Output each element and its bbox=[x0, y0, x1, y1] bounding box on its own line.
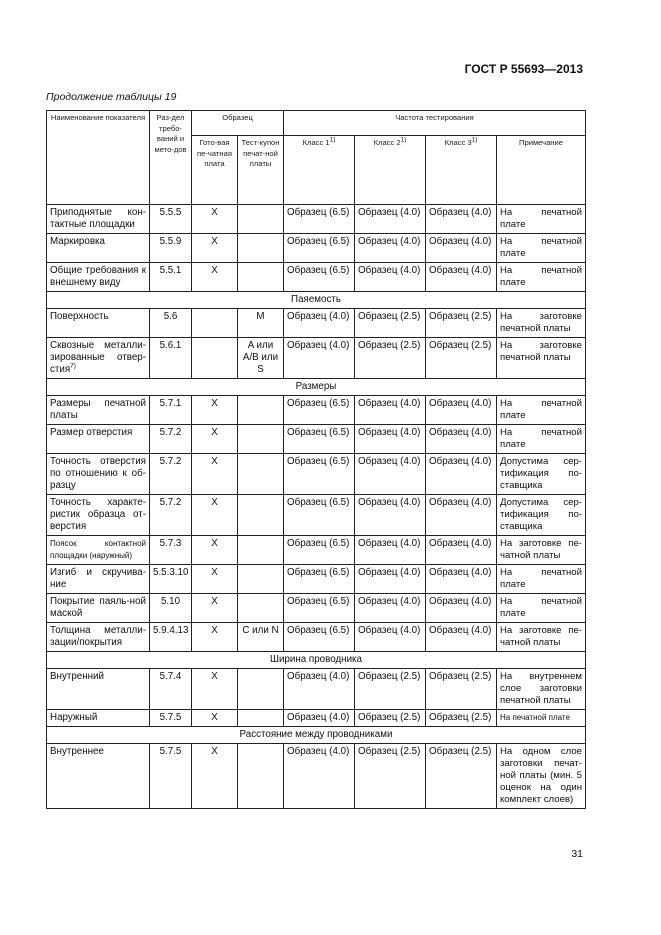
cell-sample-ready: X bbox=[192, 234, 238, 263]
cell-sample-coupon bbox=[238, 234, 284, 263]
cell-sample-coupon bbox=[238, 594, 284, 623]
cell-section: 5.7.1 bbox=[150, 396, 192, 425]
cell-sample-coupon bbox=[238, 425, 284, 454]
header-class-3-footnote: 1) bbox=[471, 136, 478, 144]
header-name: Наименование показателя bbox=[47, 111, 150, 205]
section-title: Паяемость bbox=[47, 292, 586, 309]
cell-sample-ready: X bbox=[192, 263, 238, 292]
cell-sample-ready: X bbox=[192, 205, 238, 234]
cell-section: 5.7.5 bbox=[150, 744, 192, 809]
cell-name: Внутренний bbox=[47, 669, 150, 710]
cell-section: 5.7.4 bbox=[150, 669, 192, 710]
cell-note: На внутреннем слое заготовки печатной платы bbox=[497, 669, 586, 710]
cell-sample-coupon bbox=[238, 263, 284, 292]
table-row bbox=[47, 594, 586, 623]
cell-sample-coupon bbox=[238, 565, 284, 594]
cell-section: 5.6 bbox=[150, 309, 192, 338]
cell-sample-coupon bbox=[238, 536, 284, 565]
table-row bbox=[47, 396, 586, 425]
cell-name: Покрытие паяль-ной маской bbox=[47, 594, 150, 623]
header-class-3 bbox=[426, 136, 497, 205]
table-row bbox=[47, 454, 586, 495]
cell-class-3: Образец (4.0) bbox=[426, 565, 497, 594]
cell-class-3: Образец (4.0) bbox=[426, 454, 497, 495]
header-class-3-label: Класс 3 bbox=[444, 138, 472, 147]
cell-section: 5.5.9 bbox=[150, 234, 192, 263]
cell-class-3: Образец (4.0) bbox=[426, 536, 497, 565]
cell-class-1: Образец (6.5) bbox=[284, 234, 355, 263]
cell-class-2: Образец (4.0) bbox=[355, 234, 426, 263]
cell-class-2: Образец (4.0) bbox=[355, 536, 426, 565]
cell-class-1: Образец (6.5) bbox=[284, 536, 355, 565]
cell-sample-coupon: C или N bbox=[238, 623, 284, 652]
cell-note: На печатной плате bbox=[497, 565, 586, 594]
cell-section: 5.5.3.10 bbox=[150, 565, 192, 594]
cell-sample-ready: X bbox=[192, 454, 238, 495]
cell-section: 5.9.4.13 bbox=[150, 623, 192, 652]
table-row bbox=[47, 495, 586, 536]
cell-name: Маркировка bbox=[47, 234, 150, 263]
header-frequency: Частота тестирования bbox=[284, 111, 586, 136]
header-class-2 bbox=[355, 136, 426, 205]
cell-section: 5.7.2 bbox=[150, 454, 192, 495]
cell-class-1: Образец (4.0) bbox=[284, 669, 355, 710]
cell-class-2: Образец (2.5) bbox=[355, 309, 426, 338]
cell-note: Допустима сер-тификация по-ставщика bbox=[497, 495, 586, 536]
cell-class-1: Образец (6.5) bbox=[284, 454, 355, 495]
header-class-2-footnote: 1) bbox=[400, 136, 407, 144]
cell-sample-coupon bbox=[238, 495, 284, 536]
table-row bbox=[47, 623, 586, 652]
requirements-table bbox=[46, 110, 586, 809]
cell-note: На печатной плате bbox=[497, 594, 586, 623]
table-row bbox=[47, 338, 586, 379]
cell-sample-ready: X bbox=[192, 623, 238, 652]
cell-sample-ready: X bbox=[192, 425, 238, 454]
header-section: Раз-дел требо-ваний и мето-дов bbox=[150, 111, 192, 205]
cell-class-3: Образец (2.5) bbox=[426, 669, 497, 710]
table-row bbox=[47, 425, 586, 454]
table-caption: Продолжение таблицы 19 bbox=[46, 91, 177, 103]
cell-class-2: Образец (4.0) bbox=[355, 205, 426, 234]
cell-note: На печатной плате bbox=[497, 205, 586, 234]
cell-class-3: Образец (2.5) bbox=[426, 309, 497, 338]
cell-sample-ready: X bbox=[192, 669, 238, 710]
cell-note: На печатной плате bbox=[497, 396, 586, 425]
cell-class-1: Образец (6.5) bbox=[284, 396, 355, 425]
section-row bbox=[47, 727, 586, 744]
cell-class-3: Образец (2.5) bbox=[426, 710, 497, 727]
cell-note: На печатной плате bbox=[497, 425, 586, 454]
cell-class-2: Образец (4.0) bbox=[355, 263, 426, 292]
cell-class-1: Образец (6.5) bbox=[284, 425, 355, 454]
cell-name: Размеры печатной платы bbox=[47, 396, 150, 425]
cell-class-3: Образец (4.0) bbox=[426, 623, 497, 652]
cell-name: Общие требования к внешнему виду bbox=[47, 263, 150, 292]
table-row bbox=[47, 669, 586, 710]
cell-class-2: Образец (4.0) bbox=[355, 594, 426, 623]
section-title: Размеры bbox=[47, 379, 586, 396]
cell-sample-coupon bbox=[238, 744, 284, 809]
cell-sample-coupon: M bbox=[238, 309, 284, 338]
cell-section: 5.10 bbox=[150, 594, 192, 623]
section-row bbox=[47, 652, 586, 669]
cell-note: На заготовке печатной платы bbox=[497, 338, 586, 379]
cell-sample-ready: X bbox=[192, 710, 238, 727]
section-title: Расстояние между проводниками bbox=[47, 727, 586, 744]
section-row bbox=[47, 292, 586, 309]
header-class-1-footnote: 1) bbox=[329, 136, 336, 144]
cell-class-1: Образец (6.5) bbox=[284, 623, 355, 652]
cell-sample-coupon bbox=[238, 396, 284, 425]
cell-sample-coupon bbox=[238, 205, 284, 234]
header-row-1 bbox=[47, 111, 586, 136]
table-row bbox=[47, 565, 586, 594]
cell-name: Толщина металли-зации/покрытия bbox=[47, 623, 150, 652]
cell-sample-ready bbox=[192, 338, 238, 379]
cell-sample-ready: X bbox=[192, 594, 238, 623]
table-row bbox=[47, 205, 586, 234]
cell-class-3: Образец (4.0) bbox=[426, 234, 497, 263]
cell-note: На печатной плате bbox=[497, 263, 586, 292]
cell-class-1: Образец (6.5) bbox=[284, 565, 355, 594]
cell-class-1: Образец (4.0) bbox=[284, 710, 355, 727]
cell-class-1: Образец (6.5) bbox=[284, 495, 355, 536]
cell-class-2: Образец (4.0) bbox=[355, 495, 426, 536]
cell-section: 5.7.3 bbox=[150, 536, 192, 565]
header-sample-ready: Гото-вая пе-чатная плата bbox=[192, 136, 238, 205]
cell-name: Поясок контактной площадки (наружный) bbox=[47, 536, 150, 565]
cell-class-1: Образец (6.5) bbox=[284, 205, 355, 234]
cell-name: Точность отверстия по отношению к об-разцу bbox=[47, 454, 150, 495]
cell-section: 5.5.1 bbox=[150, 263, 192, 292]
header-sample: Образец bbox=[192, 111, 284, 136]
cell-name: Внутреннее bbox=[47, 744, 150, 809]
cell-note: На одном слое заготовки печат-ной платы (мин. 5 оценок на один комплект слоев) bbox=[497, 744, 586, 809]
cell-name: Изгиб и скручива-ние bbox=[47, 565, 150, 594]
cell-section: 5.5.5 bbox=[150, 205, 192, 234]
table-row bbox=[47, 309, 586, 338]
section-row bbox=[47, 379, 586, 396]
cell-note: На заготовке пе-чатной платы bbox=[497, 536, 586, 565]
cell-class-2: Образец (4.0) bbox=[355, 623, 426, 652]
cell-name bbox=[47, 338, 150, 379]
cell-note: Допустима сер-тификация по-ставщика bbox=[497, 454, 586, 495]
cell-class-1: Образец (4.0) bbox=[284, 309, 355, 338]
cell-sample-ready: X bbox=[192, 495, 238, 536]
cell-sample-coupon: A или A/B или S bbox=[238, 338, 284, 379]
cell-sample-ready: X bbox=[192, 536, 238, 565]
cell-class-1: Образец (6.5) bbox=[284, 263, 355, 292]
header-class-2-label: Класс 2 bbox=[373, 138, 401, 147]
cell-class-2: Образец (4.0) bbox=[355, 565, 426, 594]
cell-class-2: Образец (2.5) bbox=[355, 744, 426, 809]
cell-sample-coupon bbox=[238, 454, 284, 495]
cell-note: На печатной плате bbox=[497, 710, 586, 727]
cell-name: Поверхность bbox=[47, 309, 150, 338]
cell-class-3: Образец (4.0) bbox=[426, 205, 497, 234]
table-row bbox=[47, 234, 586, 263]
cell-class-1: Образец (4.0) bbox=[284, 338, 355, 379]
cell-class-3: Образец (4.0) bbox=[426, 594, 497, 623]
cell-class-3: Образец (4.0) bbox=[426, 396, 497, 425]
cell-class-2: Образец (2.5) bbox=[355, 669, 426, 710]
table-body bbox=[47, 205, 586, 809]
cell-class-1: Образец (4.0) bbox=[284, 744, 355, 809]
cell-sample-ready: X bbox=[192, 744, 238, 809]
cell-name-footnote: 7) bbox=[70, 362, 76, 370]
cell-name: Точность характе-ристик образца от-верстия bbox=[47, 495, 150, 536]
cell-class-3: Образец (2.5) bbox=[426, 338, 497, 379]
cell-class-3: Образец (2.5) bbox=[426, 744, 497, 809]
cell-name: Размер отверстия bbox=[47, 425, 150, 454]
cell-class-2: Образец (4.0) bbox=[355, 396, 426, 425]
cell-class-2: Образец (2.5) bbox=[355, 338, 426, 379]
cell-note: На заготовке пе-чатной платы bbox=[497, 623, 586, 652]
cell-class-2: Образец (2.5) bbox=[355, 710, 426, 727]
table-row bbox=[47, 263, 586, 292]
cell-note: На печатной плате bbox=[497, 234, 586, 263]
table-row bbox=[47, 744, 586, 809]
cell-name: Наружный bbox=[47, 710, 150, 727]
header-class-1 bbox=[284, 136, 355, 205]
cell-section: 5.7.5 bbox=[150, 710, 192, 727]
cell-sample-coupon bbox=[238, 710, 284, 727]
cell-class-1: Образец (6.5) bbox=[284, 594, 355, 623]
table-row bbox=[47, 536, 586, 565]
cell-note: На заготовке печатной платы bbox=[497, 309, 586, 338]
cell-section: 5.7.2 bbox=[150, 425, 192, 454]
table-row bbox=[47, 710, 586, 727]
cell-class-3: Образец (4.0) bbox=[426, 495, 497, 536]
section-title: Ширина проводника bbox=[47, 652, 586, 669]
cell-name-text: Сквозные металли-зированные отвер-стия bbox=[50, 340, 146, 375]
header-note: Примечание bbox=[497, 136, 586, 205]
cell-class-2: Образец (4.0) bbox=[355, 425, 426, 454]
cell-sample-coupon bbox=[238, 669, 284, 710]
cell-section: 5.6.1 bbox=[150, 338, 192, 379]
page-number: 31 bbox=[571, 848, 583, 860]
cell-sample-ready bbox=[192, 309, 238, 338]
cell-sample-ready: X bbox=[192, 396, 238, 425]
cell-class-2: Образец (4.0) bbox=[355, 454, 426, 495]
header-class-1-label: Класс 1 bbox=[302, 138, 330, 147]
cell-sample-ready: X bbox=[192, 565, 238, 594]
header-sample-coupon: Тест-купон печат-ной платы bbox=[238, 136, 284, 205]
cell-class-3: Образец (4.0) bbox=[426, 425, 497, 454]
document-code: ГОСТ Р 55693—2013 bbox=[464, 62, 583, 76]
cell-section: 5.7.2 bbox=[150, 495, 192, 536]
cell-class-3: Образец (4.0) bbox=[426, 263, 497, 292]
cell-name: Приподнятые кон-тактные площадки bbox=[47, 205, 150, 234]
